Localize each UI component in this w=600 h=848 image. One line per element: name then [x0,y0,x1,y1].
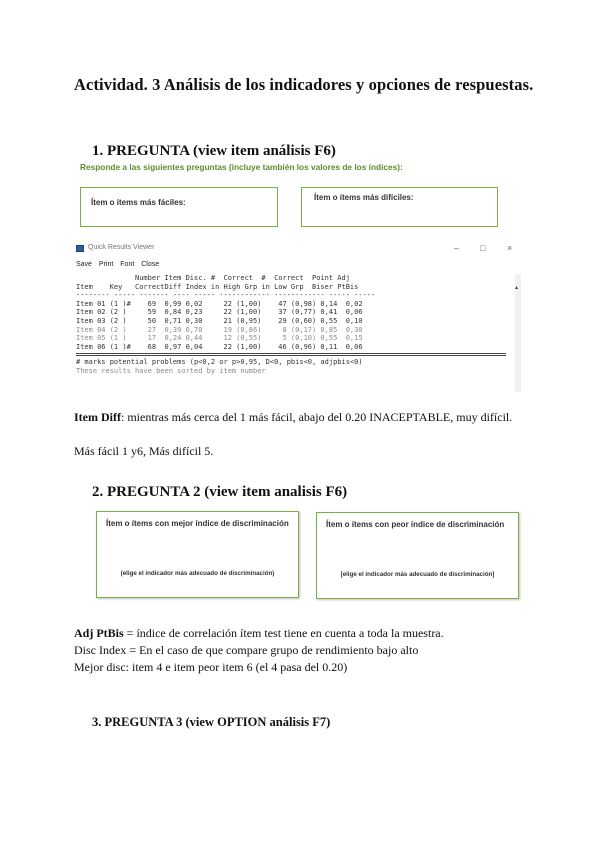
worst-discrimination-label: Ítem o ítems con peor índice de discriminación [326,520,505,529]
easiest-hardest-answer: Más fácil 1 y6, Más difícil 5. [74,444,214,458]
question-1-instructions: Responde a las siguientes preguntas (incluye también los valores de los índices): [80,162,403,172]
table-header-line-2: Item Key CorrectDiff Index in High Grp in Low Grp Biser PtBis [76,282,363,291]
best-worst-disc-answer: Mejor disc: item 4 e item peor item 6 (el 4 pasa del 0.20) [74,660,348,674]
best-discrimination-box[interactable] [96,511,299,598]
app-icon [76,245,84,252]
adj-ptbis-term: Adj PtBis [74,626,124,640]
worst-discrimination-box[interactable] [316,512,519,599]
viewer-scrollbar[interactable] [515,274,521,392]
scroll-up-icon[interactable]: ▴ [515,285,519,291]
table-double-rule [76,353,506,356]
quick-results-viewer [74,240,521,402]
viewer-menubar [76,261,164,268]
best-discrimination-hint: (elige el indicador más adecuado de discriminación) [120,570,275,577]
table-row: Item 03 (2 ) 50 0,71 0,30 21 (0,95) 29 (0,60) 0,55 0,10 [76,316,363,325]
table-row: Item 06 (1 )# 68 0,97 0,04 22 (1,00) 46 (0,96) 0,11 0,06 [76,342,363,351]
question-1-title: 1. PREGUNTA (view item análisis F6) [92,143,336,159]
sorted-note: These results have been sorted by item number [76,366,266,375]
viewer-title: Quick Results Viewer [88,244,155,251]
item-diff-text: : mientras más cerca del 1 más fácil, abajo del 0.20 INACEPTABLE, muy difícil. [120,410,513,424]
table-header-separator: -------- ----- ------- ---- ----- ------------ ------------ ----- ----- [76,291,376,300]
minimize-icon[interactable]: – [454,243,460,253]
easiest-items-label: Ítem o ítems más fáciles: [91,198,186,207]
activity-heading: Actividad. 3 Análisis de los indicadores y opciones de respuestas. [74,75,534,94]
worst-discrimination-hint: [elige el indicador más adecuado de discriminación] [340,571,495,578]
adj-ptbis-explanation [74,625,544,642]
results-table [76,274,519,402]
item-diff-explanation [74,409,544,426]
menu-save[interactable]: Save [76,261,92,268]
menu-close[interactable]: Close [141,261,160,268]
table-row: Item 05 (1 ) 17 0,24 0,44 12 (0,55) 5 (0,10) 0,55 0,15 [76,334,363,343]
maximize-icon[interactable]: □ [480,243,486,253]
table-header-line-1: Number Item Disc. # Correct # Correct Point Adj [76,274,363,282]
viewer-titlebar [74,242,521,256]
item-diff-term: Item Diff [74,410,121,424]
question-3-title: 3. PREGUNTA 3 (view OPTION análisis F7) [92,715,331,729]
table-row: Item 04 (2 ) 27 0,39 0,70 19 (0,86) 8 (0,17) 0,85 0,30 [76,325,363,334]
menu-print[interactable]: Print [98,261,114,268]
disc-index-explanation: Disc Index = En el caso de que compare grupo de rendimiento bajo alto [74,643,419,657]
close-icon[interactable]: × [507,243,513,253]
menu-font[interactable]: Font [120,261,135,268]
easiest-items-box[interactable] [80,187,278,227]
table-row: Item 02 (2 ) 59 0,84 0,23 22 (1,00) 37 (0,77) 0,41 0,06 [76,308,363,317]
potential-problems-note: # marks potential problems (p<0,2 or p>0,95, D<0, pbis<0, adjpbis<0) [76,358,363,367]
best-discrimination-label: Ítem o ítems con mejor índice de discriminación [106,519,289,528]
question-2-title: 2. PREGUNTA 2 (view item analisis F6) [92,484,348,500]
table-row: Item 01 (1 )# 69 0,99 0,02 22 (1,00) 47 (0,98) 0,14 0,02 [76,299,363,308]
adj-ptbis-text: = índice de correlación ítem test tiene en cuenta a toda la muestra. [123,626,444,640]
hardest-items-label: Ítem o ítems más difíciles: [314,193,414,202]
hardest-items-box[interactable] [301,187,498,227]
